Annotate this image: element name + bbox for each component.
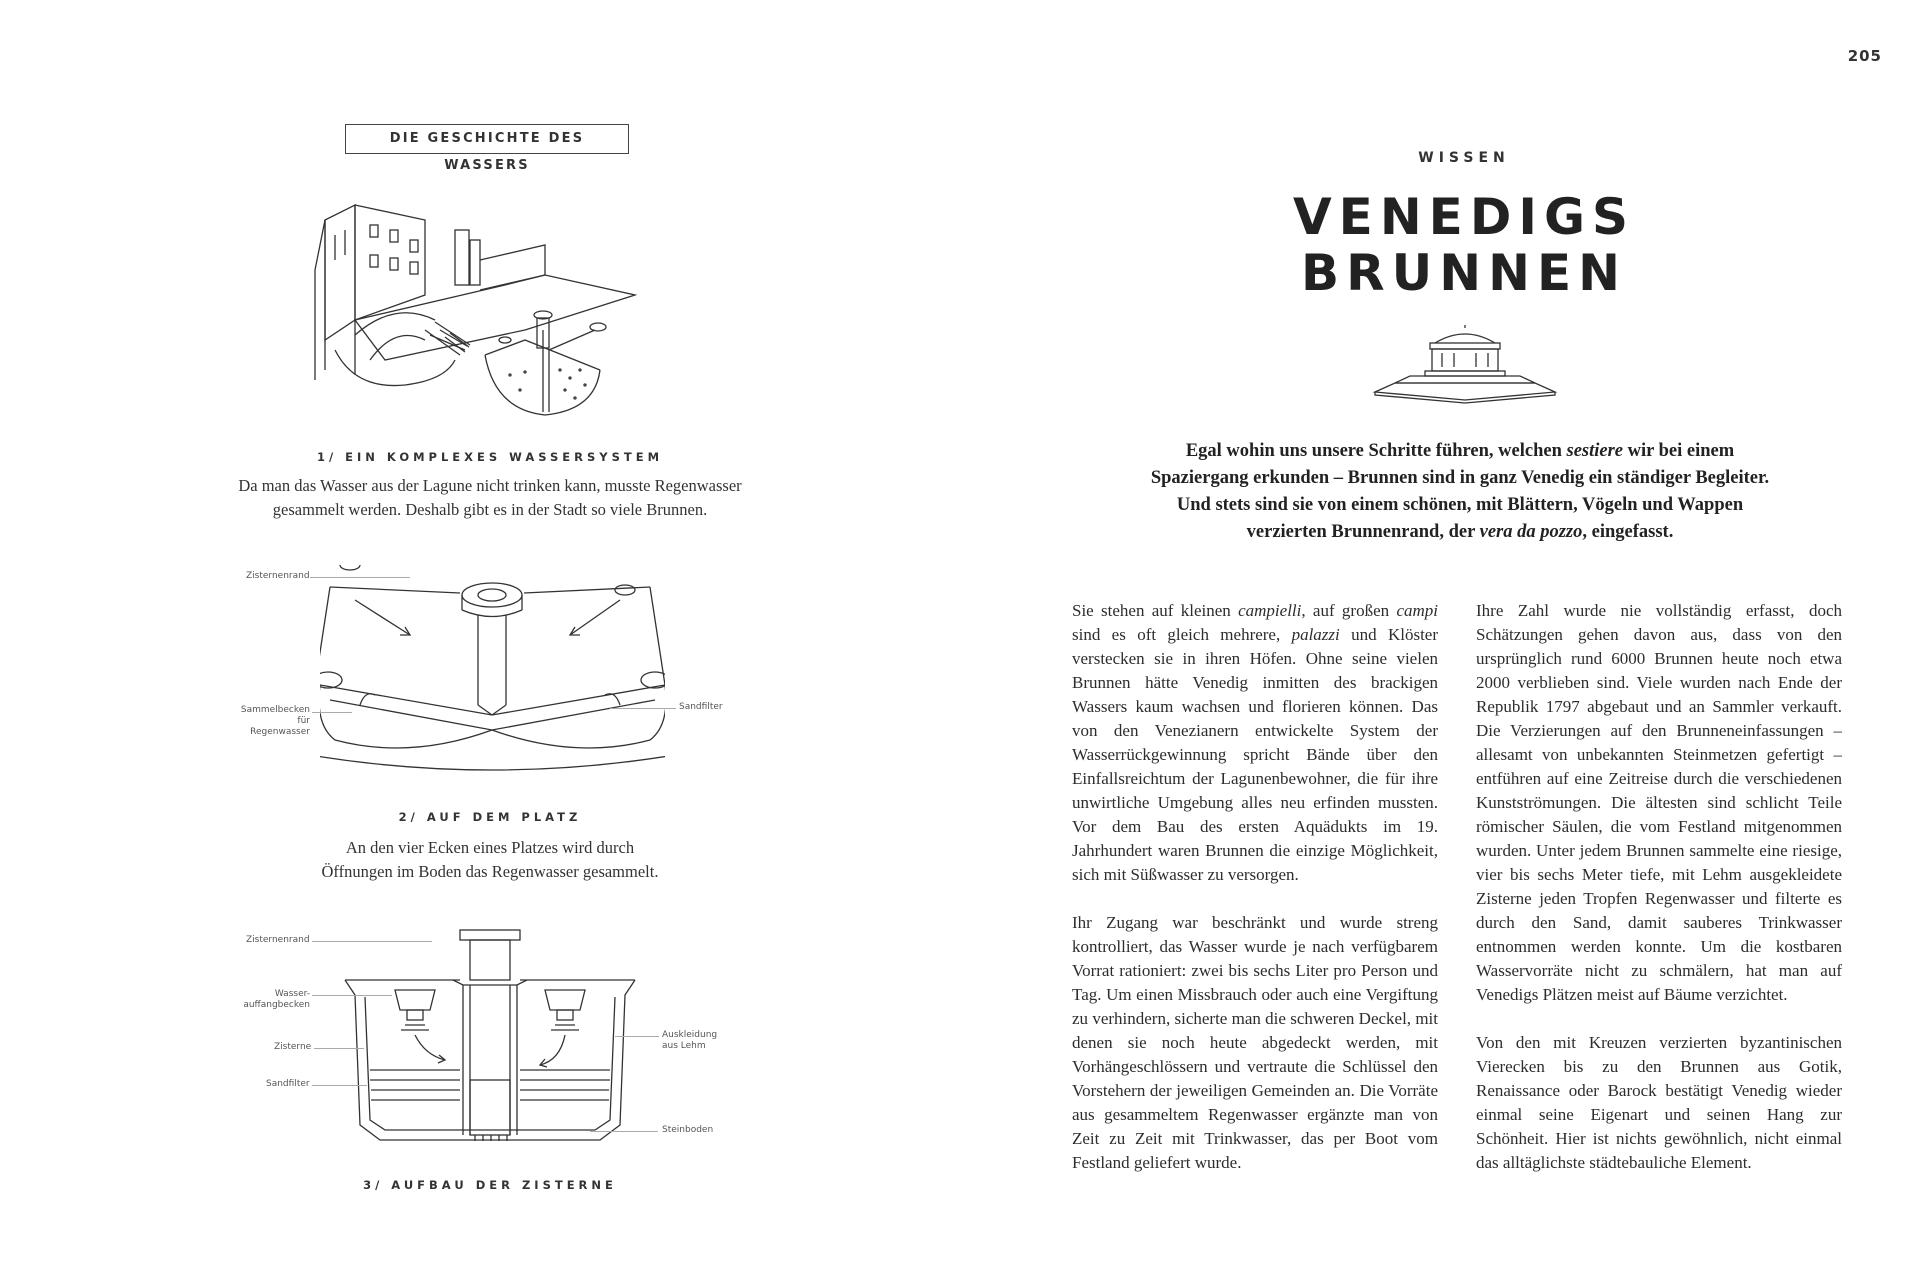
- leader-line: [615, 1036, 659, 1037]
- label-zisternenrand-1: Zisternenrand: [246, 571, 310, 581]
- label-zisterne: Zisterne: [274, 1042, 312, 1052]
- page-number: 205: [1847, 47, 1882, 65]
- wellhead-icon: [1370, 325, 1560, 405]
- paragraph: Ihre Zahl wurde nie vollständig erfasst, doch Schätzungen gehen davon aus, dass von den ursprünglich rund 6000 Brunnen heute noch etwa 2000 verblieben sind. Viele wurden nach Ende der Republik 1797 abgebaut und an Sammler verkauft. Die Verzierungen auf den Brunneneinfassungen – allesamt von unbekannten Steinmetzen gefertigt – entführen auf eine Zeitreise durch die verschiedenen Kunstströmungen. Die ältesten sind schlicht Teile römischer Säulen, die vom Festland mitgenommen wurden. Unter jedem Brunnen sammelte eine riesige, vier bis sechs Meter tiefe, mit Lehm ausgekleidete Zisterne jeden Tropfen Regenwasser und filterte es durch den Sand, damit sauberes Trinkwasser entnommen werden konnte. Um die kostbaren Wasservorräte nicht zu schmälern, hat man auf Venedigs Plätzen meist auf Bäume verzichtet.: [1476, 601, 1842, 1004]
- kicker: WISSEN: [1418, 150, 1510, 166]
- figure-3-title: 3/ AUFBAU DER ZISTERNE: [363, 1178, 617, 1192]
- label-sammelbecken: Sammelbecken für Regenwasser: [240, 705, 310, 737]
- water-system-illustration: [295, 200, 675, 425]
- figure-1-title: 1/ EIN KOMPLEXES WASSERSYSTEM: [316, 450, 664, 464]
- body-column-2: [1476, 599, 1842, 1199]
- section-label: DIE GESCHICHTE DES WASSERS: [345, 124, 629, 154]
- label-wasserauffangbecken: Wasser- auffangbecken: [243, 989, 310, 1010]
- leader-line: [312, 995, 392, 996]
- leader-line: [314, 1048, 364, 1049]
- body-column-1: [1072, 599, 1438, 1199]
- label-auskleidung: Auskleidung aus Lehm: [662, 1030, 718, 1051]
- leader-line: [590, 1131, 658, 1132]
- leader-line: [310, 577, 410, 578]
- leader-line: [312, 712, 352, 713]
- paragraph: Ihr Zugang war beschränkt und wurde streng kontrolliert, das Wasser wurde je nach verfügbarem Vorrat rationiert: zwei bis sechs Liter pro Person und Tag. Um einen Missbrauch oder auch eine Vergiftung zu verhindern, sicherte man die schweren Deckel, mit denen sie noch heute abgedeckt werden, mit Vorhängeschlössern und vertraute die Schlüssel den Vorstehern der jeweiligen Gemeinden an. Die Vorräte aus gesammeltem Regenwasser ergänzte man von Zeit zu Zeit mit Trinkwasser, das per Boot vom Festland geliefert wurde.: [1072, 913, 1438, 1172]
- leader-line: [610, 708, 676, 709]
- figure-1-caption: Da man das Wasser aus der Lagune nicht trinken kann, musste Regenwasser gesammelt werden. Deshalb gibt es in der Stadt so viele Brunnen.: [238, 476, 742, 519]
- title-line-2: BRUNNEN: [1301, 244, 1627, 302]
- figure-2-caption: An den vier Ecken eines Platzes wird durch Öffnungen im Boden das Regenwasser gesammelt.: [321, 838, 659, 881]
- label-sandfilter-1: Sandfilter: [679, 702, 723, 712]
- leader-line: [312, 941, 432, 942]
- intro-paragraph: Egal wohin uns unsere Schritte führen, welchen sestiere wir bei einem Spaziergang erkunden – Brunnen sind in ganz Venedig ein ständiger Begleiter. Und stets sind sie von einem schönen, mit Blättern, Vögeln und Wappen verzierten Brunnenrand, der vera da pozzo, eingefasst.: [1150, 441, 1770, 542]
- figure-2-title: 2/ AUF DEM PLATZ: [398, 810, 582, 824]
- label-steinboden: Steinboden: [662, 1125, 714, 1135]
- leader-line: [312, 1085, 367, 1086]
- title-line-1: VENEDIGS: [1292, 188, 1635, 246]
- paragraph: Sie stehen auf kleinen campielli, auf großen campi sind es oft gleich mehrere, palazzi und Klöster verstecken sie in ihren Höfen. Ohne seine vielen Brunnen hätte Venedig inmitten des brackigen Wassers kaum wachsen und florieren können. Das von den Venezianern entwickelte System der Wasserrückgewinnung spricht Bände über den Einfallsreichtum der Lagunenbewohner, die für ihre unwirtliche Umgebung alles neu erfinden mussten. Vor dem Bau des ersten Aquädukts im 19. Jahrhundert waren Brunnen die einzige Möglichkeit, sich mit Süßwasser zu versorgen.: [1072, 601, 1438, 884]
- plaza-cistern-illustration: [320, 565, 665, 780]
- label-sandfilter-2: Sandfilter: [266, 1079, 310, 1089]
- cistern-construction-illustration: [335, 925, 655, 1145]
- paragraph: Von den mit Kreuzen verzierten byzantinischen Vierecken bis zu den Brunnen aus Gotik, Renaissance oder Barock bestätigt Venedig wieder einmal seine Eigenart und seinen Hang zur Schönheit. Hier ist nichts gewöhnlich, nicht einmal das alltäglichste städtebauliche Element.: [1476, 1033, 1842, 1172]
- label-zisternenrand-2: Zisternenrand: [246, 935, 310, 945]
